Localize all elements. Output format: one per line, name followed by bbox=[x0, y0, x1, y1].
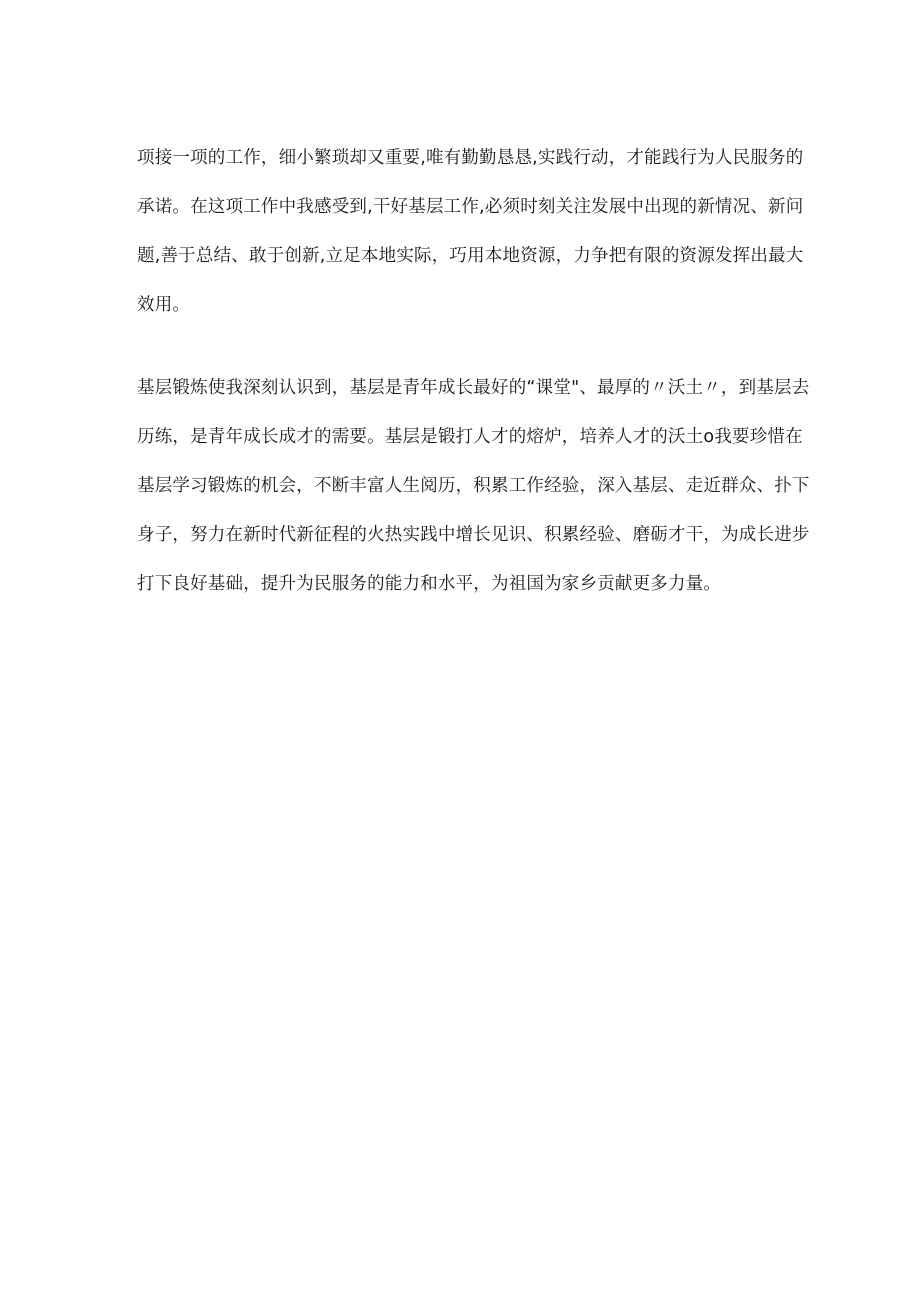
text-line: 身子，努力在新时代新征程的火热实践中增长见识、积累经验、磨砺才干，为成长进步 bbox=[137, 525, 810, 545]
text-line: 效用。 bbox=[137, 295, 191, 315]
text-line: 打下良好基础，提升为民服务的能力和水平，为祖国为家乡贡献更多力量。 bbox=[137, 574, 722, 594]
text-line: 承诺。在这项工作中我感受到,干好基层工作,必须时刻关注发展中出现的新情况、新问 bbox=[137, 197, 804, 217]
paragraph-2 bbox=[137, 364, 810, 609]
text-line: 基层锻炼使我深刻认识到，基层是青年成长最好的“课堂"、最厚的〃沃土〃，到基层去 bbox=[137, 378, 810, 398]
text-line: 题,善于总结、敢于创新,立足本地实际，巧用本地资源，力争把有限的资源发挥出最大 bbox=[137, 246, 804, 266]
paragraph-1 bbox=[137, 134, 804, 330]
text-line: 项接一项的工作，细小繁琐却又重要,唯有勤勤恳恳,实践行动，才能践行为人民服务的 bbox=[137, 148, 804, 168]
text-line: 基层学习锻炼的机会，不断丰富人生阅历，积累工作经验，深入基层、走近群众、扑下 bbox=[137, 476, 810, 496]
text-line: 历练，是青年成长成才的需要。基层是锻打人才的熔炉，培养人才的沃土o我要珍惜在 bbox=[137, 427, 803, 447]
